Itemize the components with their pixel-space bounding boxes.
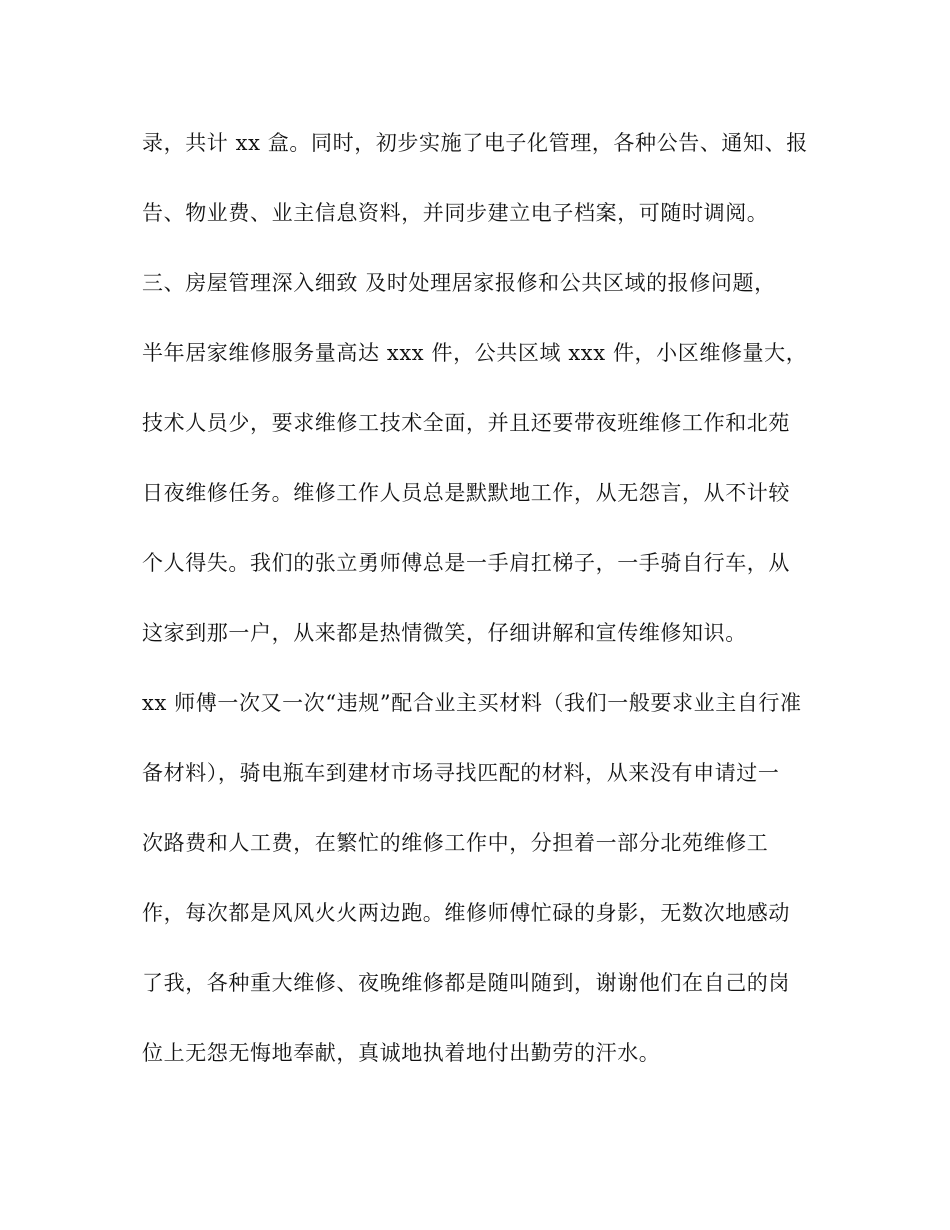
text-line-14: 位上无怨无悔地奉献，真诚地执着地付出勤劳的汗水。 [142,1041,661,1065]
text-line-2: 告、物业费、业主信息资料，并同步建立电子档案，可随时调阅。 [142,201,769,225]
text-line-9: xx 师傅一次又一次“违规”配合业主买材料（我们一般要求业主自行准 [142,691,802,715]
text-line-13: 了我，各种重大维修、夜晚维修都是随叫随到，谢谢他们在自己的岗 [142,971,790,995]
text-line-6: 日夜维修任务。维修工作人员总是默默地工作，从无怨言，从不计较 [142,481,790,505]
text-line-7: 个人得失。我们的张立勇师傅总是一手肩扛梯子，一手骑自行车，从 [142,551,790,575]
text-line-4: 半年居家维修服务量高达 xxx 件，公共区域 xxx 件，小区维修量大， [142,341,808,365]
text-line-5: 技术人员少，要求维修工技术全面，并且还要带夜班维修工作和北苑 [142,411,790,435]
text-line-3: 三、房屋管理深入细致 及时处理居家报修和公共区域的报修问题， [142,271,776,295]
text-line-1: 录，共计 xx 盒。同时，初步实施了电子化管理，各种公告、通知、报 [142,131,808,155]
text-line-10: 备材料），骑电瓶车到建材市场寻找匹配的材料，从来没有申请过一 [142,761,780,785]
text-line-8: 这家到那一户，从来都是热情微笑，仔细讲解和宣传维修知识。 [142,621,747,645]
text-line-12: 作，每次都是风风火火两边跑。维修师傅忙碌的身影，无数次地感动 [142,901,790,925]
text-line-11: 次路费和人工费，在繁忙的维修工作中，分担着一部分北苑维修工 [142,831,769,855]
